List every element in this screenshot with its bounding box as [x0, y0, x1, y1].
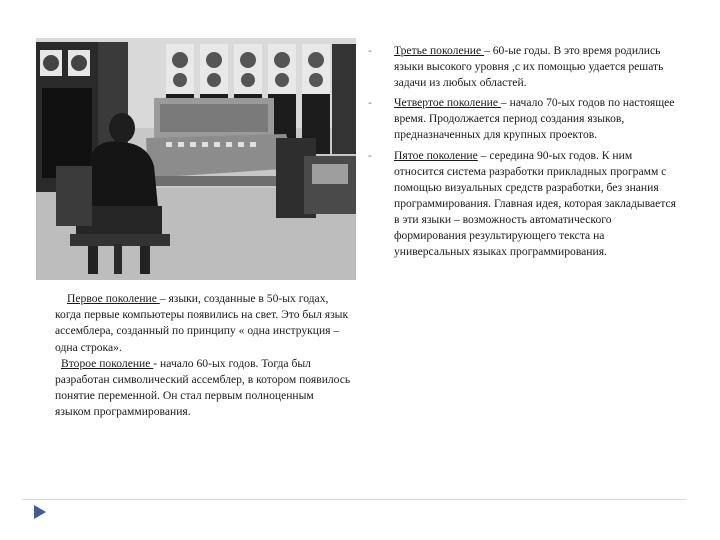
triangle-right-icon: [34, 505, 46, 524]
gen1-label: Первое поколение: [67, 292, 160, 305]
left-text-block: [55, 291, 351, 421]
bullet-dash: -: [368, 96, 372, 110]
photo-drawing: [36, 38, 356, 280]
list-item: [366, 95, 680, 143]
gen2-paragraph: [55, 356, 351, 421]
gen5-label: Пятое поколение: [394, 148, 478, 162]
list-item: [366, 43, 680, 91]
bottom-divider: [22, 499, 686, 500]
gen3-label: Третье поколение: [394, 44, 485, 57]
bullet-dash: -: [368, 148, 372, 162]
gen2-label: Второе поколение: [61, 356, 154, 370]
bullet-dash: -: [368, 44, 372, 57]
arrow-shape: [34, 505, 46, 519]
mainframe-photo: [36, 38, 356, 280]
gen1-paragraph: [55, 291, 351, 356]
gen4-text: – начало 70-ых годов по настоящее время. Продолжается период создания языков, предназначенных для крупных проектов.: [394, 96, 675, 142]
gen2-text: - начало 60-ых годов. Тогда был разработан символический ассемблер, в котором появилось понятие переменной. Он стал первым полноценным языком программирования.: [55, 356, 351, 419]
gen1-text: – языки, созданные в 50-ых годах, когда первые компьютеры появились на свет. Это был язык ассемблера, созданный по принципу « одна инструкция – одна строка».: [55, 292, 349, 354]
gen4-label: Четвертое поколение: [394, 96, 501, 110]
gen3-text: – 60-ые годы. В это время родились языки высокого уровня ,с их помощью удается решать задачи из любых областей.: [394, 44, 664, 90]
generations-list: [366, 43, 680, 264]
gen5-text: – середина 90-ых годов. К ним относится система разработки прикладных программ с помощью визуальных средств разработки, без знания программирования. Главная идея, которая закладывается в эти языки – возможность автоматического формирования результирующего текста на универсальных языках программирования.: [394, 148, 677, 259]
list-item: [366, 148, 680, 261]
